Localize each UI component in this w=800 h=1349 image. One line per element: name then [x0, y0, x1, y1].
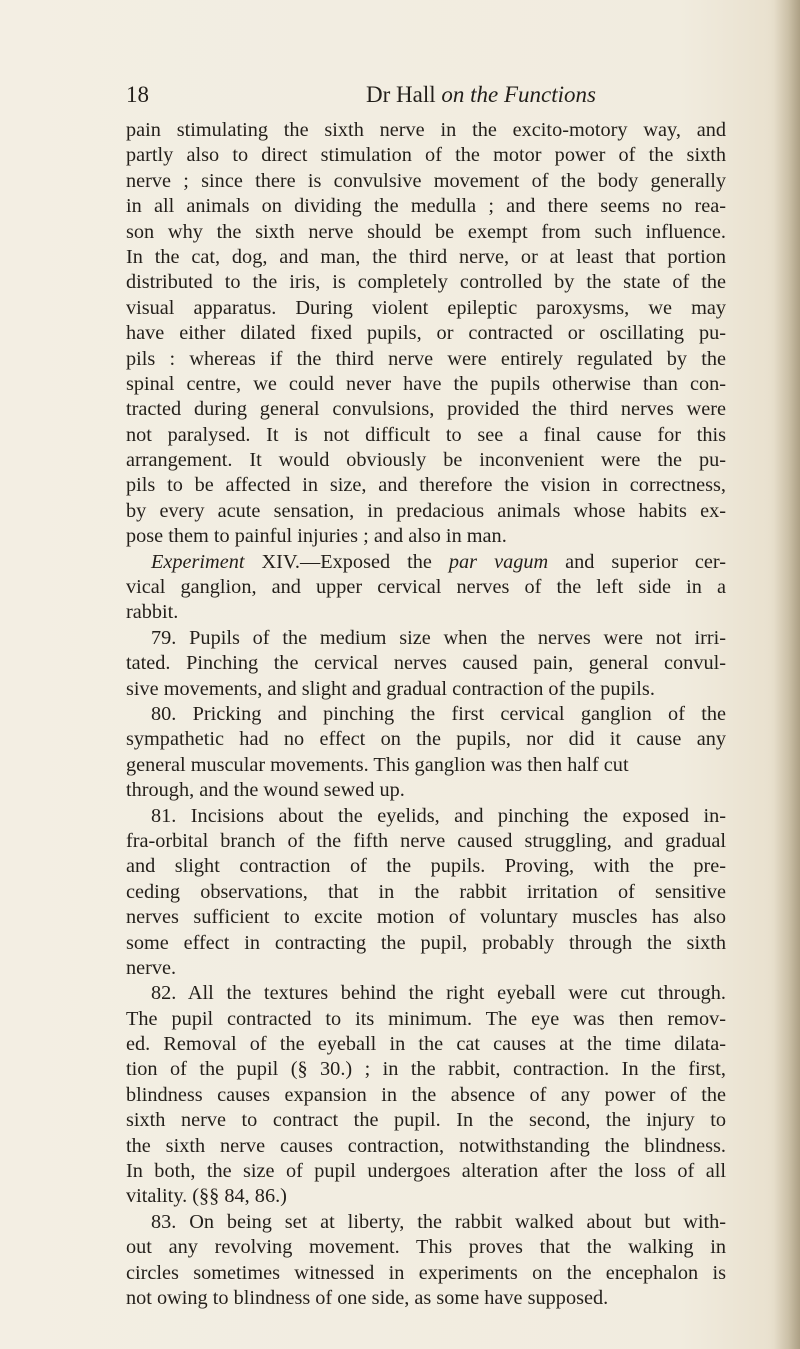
text-line: spinal centre, we could never have the pupils otherwise than con- [126, 372, 726, 395]
text-line: rabbit. [126, 601, 179, 624]
text-line: 81. Incisions about the eyelids, and pinching the exposed in- [151, 804, 726, 827]
text-line: partly also to direct stimulation of the motor power of the sixth [126, 144, 726, 167]
text-line: pose them to painful injuries ; and also in man. [126, 525, 507, 548]
text-line: In the cat, dog, and man, the third nerve, or at least that portion [126, 245, 726, 268]
italic-phrase: par vagum [448, 550, 549, 573]
text-line: distributed to the iris, is completely controlled by the state of the [126, 271, 726, 294]
text-line: circles sometimes witnessed in experiments on the encephalon is [126, 1261, 726, 1284]
text-line: 80. Pricking and pinching the first cervical ganglion of the [151, 702, 726, 725]
text-line: pils : whereas if the third nerve were entirely regulated by the [126, 347, 726, 370]
text-line: 79. Pupils of the medium size when the nerves were not irri- [151, 626, 726, 649]
text-line: 82. All the textures behind the right eyeball were cut through. [151, 982, 726, 1005]
text-line: tated. Pinching the cervical nerves caused pain, general convul- [126, 652, 726, 675]
text-line: tion of the pupil (§ 30.) ; in the rabbit, contraction. In the first, [126, 1058, 726, 1081]
text-line: sixth nerve to contract the pupil. In the second, the injury to [126, 1109, 726, 1132]
text-line: out any revolving movement. This proves that the walking in [126, 1236, 726, 1259]
text-line: general muscular movements. This ganglion was then half cut [126, 753, 629, 776]
text-line: pils to be affected in size, and therefore the vision in correctness, [126, 474, 726, 497]
italic-phrase: Experiment [151, 550, 245, 573]
text-line: son why the sixth nerve should be exempt from such influence. [126, 220, 726, 243]
text-line: through, and the wound sewed up. [126, 779, 405, 802]
text-line: nerves sufficient to excite motion of voluntary muscles has also [126, 906, 726, 929]
text-line: The pupil contracted to its minimum. The eye was then remov- [126, 1007, 726, 1030]
text-line: visual apparatus. During violent epileptic paroxysms, we may [126, 296, 726, 319]
text-line: some effect in contracting the pupil, probably through the sixth [126, 931, 726, 954]
text-line: nerve ; since there is convulsive movement of the body generally [126, 169, 726, 192]
text-line: fra-orbital branch of the fifth nerve caused struggling, and gradual [126, 829, 726, 852]
text-line: in all animals on dividing the medulla ; and there seems no rea- [126, 195, 726, 218]
page-number: 18 [126, 82, 149, 107]
text-line: and slight contraction of the pupils. Proving, with the pre- [126, 855, 726, 878]
text-line: blindness causes expansion in the absence of any power of the [126, 1083, 726, 1106]
text-line: nerve. [126, 956, 177, 979]
text-line: vical ganglion, and upper cervical nerves of the left side in a [126, 576, 726, 599]
text-line [126, 550, 726, 575]
text-line: 83. On being set at liberty, the rabbit walked about but with- [151, 1210, 726, 1233]
text-line: In both, the size of pupil undergoes alteration after the loss of all [126, 1160, 726, 1183]
text-line: the sixth nerve causes contraction, notwithstanding the blindness. [126, 1134, 726, 1157]
text-line: ceding observations, that in the rabbit irritation of sensitive [126, 880, 726, 903]
text-line: tracted during general convulsions, provided the third nerves were [126, 398, 726, 421]
text-line: have either dilated fixed pupils, or contracted or oscillating pu- [126, 322, 726, 345]
page-edge-shadow [774, 0, 800, 1349]
text-run: XIV.—Exposed the [244, 550, 449, 573]
body-text [126, 118, 726, 1311]
text-line: not owing to blindness of one side, as some have supposed. [126, 1286, 609, 1309]
text-line: vitality. (§§ 84, 86.) [126, 1185, 287, 1208]
text-line: sive movements, and slight and gradual contraction of the pupils. [126, 677, 655, 700]
text-run: and superior cer- [548, 550, 726, 573]
running-header [126, 78, 706, 114]
running-title [366, 82, 596, 108]
text-line: not paralysed. It is not difficult to see a final cause for this [126, 423, 726, 446]
text-line: arrangement. It would obviously be inconvenient were the pu- [126, 449, 726, 472]
text-line: ed. Removal of the eyeball in the cat causes at the time dilata- [126, 1033, 726, 1056]
running-title-author: Dr Hall [366, 82, 436, 107]
text-line: sympathetic had no effect on the pupils, nor did it cause any [126, 728, 726, 751]
text-line: by every acute sensation, in predacious animals whose habits ex- [126, 499, 726, 522]
text-line: pain stimulating the sixth nerve in the excito-motory way, and [126, 119, 726, 141]
running-title-italic: on the Functions [441, 82, 596, 107]
